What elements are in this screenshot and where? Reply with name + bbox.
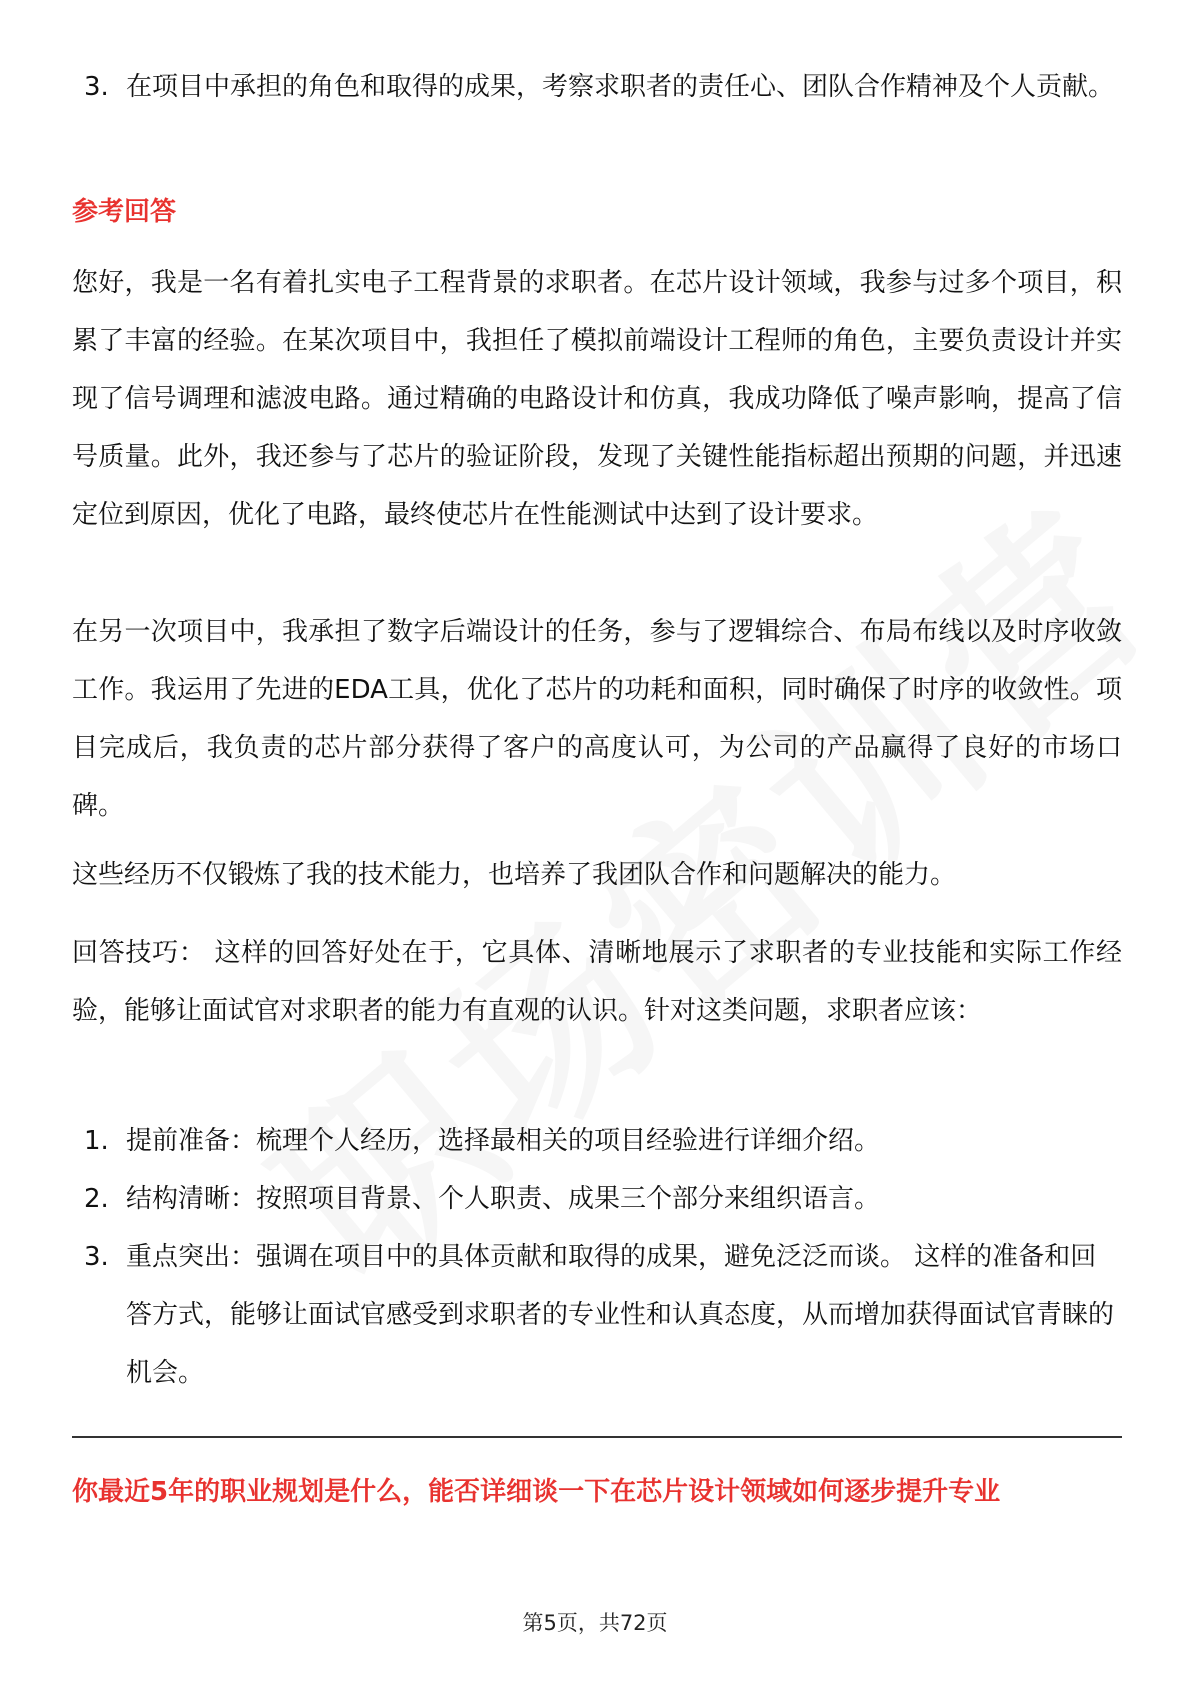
list-item-text: 结构清晰：按照项目背景、个人职责、成果三个部分来组织语言。 xyxy=(126,1184,881,1214)
list-item-number: 3. xyxy=(84,1242,109,1272)
list-item xyxy=(84,1228,1122,1402)
list-item-number: 2. xyxy=(84,1184,109,1214)
section-title: 参考回答 xyxy=(72,197,177,227)
list-item xyxy=(84,1112,1122,1170)
next-question-heading: 你最近5年的职业规划是什么，能否详细谈一下在芯片设计领域如何逐步提升专业 xyxy=(72,1477,1001,1507)
list-item-text: 提前准备：梳理个人经历，选择最相关的项目经验进行详细介绍。 xyxy=(126,1126,881,1156)
list-item-text: 在项目中承担的角色和取得的成果，考察求职者的责任心、团队合作精神及个人贡献。 xyxy=(126,72,1115,102)
list-item-text: 重点突出：强调在项目中的具体贡献和取得的成果，避免泛泛而谈。 这样的准备和回答方式，能够让面试官感受到求职者的专业性和认真态度，从而增加获得面试官青睐的机会。 xyxy=(126,1242,1115,1388)
answer-paragraph-2: 在另一次项目中，我承担了数字后端设计的任务，参与了逻辑综合、布局布线以及时序收敛工作。我运用了先进的EDA工具，优化了芯片的功耗和面积，同时确保了时序的收敛性。项目完成后，我负责的芯片部分获得了客户的高度认可，为公司的产品赢得了良好的市场口碑。 xyxy=(72,617,1122,821)
list-item xyxy=(84,1170,1122,1228)
page-footer: 第5页，共72页 xyxy=(522,1611,668,1635)
answer-paragraph-1: 您好，我是一名有着扎实电子工程背景的求职者。在芯片设计领域，我参与过多个项目，积累了丰富的经验。在某次项目中，我担任了模拟前端设计工程师的角色，主要负责设计并实现了信号调理和滤波电路。通过精确的电路设计和仿真，我成功降低了噪声影响，提高了信号质量。此外，我还参与了芯片的验证阶段，发现了关键性能指标超出预期的问题，并迅速定位到原因，优化了电路，最终使芯片在性能测试中达到了设计要求。 xyxy=(72,268,1122,530)
answer-tips-paragraph: 回答技巧： 这样的回答好处在于，它具体、清晰地展示了求职者的专业技能和实际工作经验，能够让面试官对求职者的能力有直观的认识。针对这类问题，求职者应该： xyxy=(72,938,1122,1026)
list-item xyxy=(84,58,1122,116)
tips-list xyxy=(84,1112,1122,1402)
criteria-list xyxy=(84,58,1122,116)
list-item-number: 1. xyxy=(84,1126,109,1156)
list-item-number: 3. xyxy=(84,72,109,102)
section-divider xyxy=(72,1436,1122,1438)
answer-paragraph-3: 这些经历不仅锻炼了我的技术能力，也培养了我团队合作和问题解决的能力。 xyxy=(72,860,957,890)
